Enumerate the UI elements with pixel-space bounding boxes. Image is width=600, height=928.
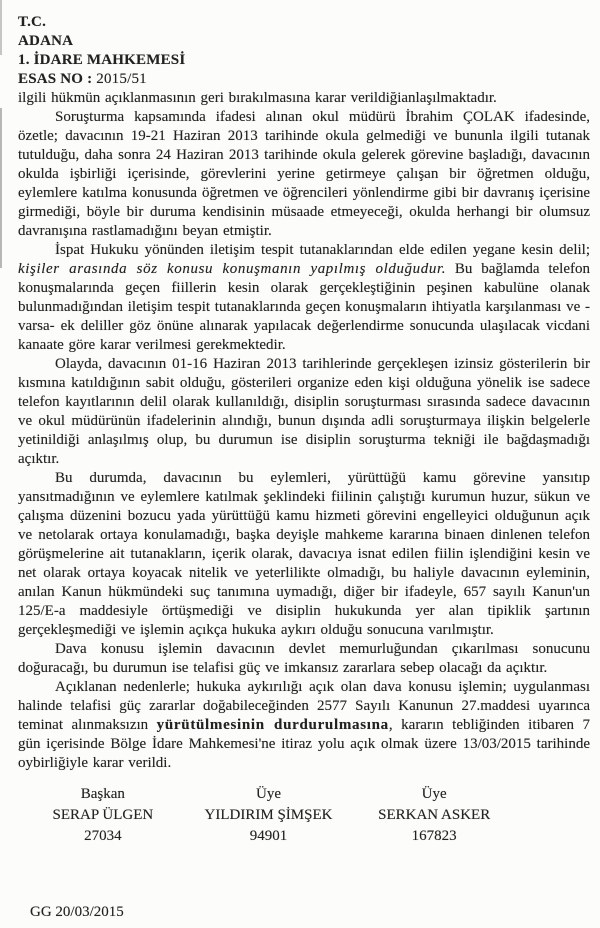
- case-number-label: ESAS NO :: [18, 71, 93, 87]
- header-line-republic: T.C.: [18, 14, 47, 30]
- text-run-normal: ilgili hükmün açıklanmasının geri bırakılmasına karar verildiğianlaşılmaktadır.: [18, 90, 497, 106]
- paragraph: [18, 469, 590, 640]
- text-run-normal: Açıklanan nedenlerle; hukuka aykırılığı açık olan dava konusu işlemin; uygulanması halinde telafisi güç zararlar doğabileceğinden 2577 Sayılı Kanunun 27.maddesi uyarınca teminat alınmaksızın: [18, 679, 590, 733]
- signature-name: SERKAN ASKER: [378, 807, 491, 823]
- court-header: [18, 13, 590, 89]
- clerk-date-note: GG 20/03/2015: [30, 904, 124, 920]
- paragraph: [18, 89, 590, 108]
- paragraph: [18, 640, 590, 678]
- scan-edge-artifact: [0, 108, 2, 268]
- text-run-bold: yürütülmesinin durdurulmasına: [156, 717, 389, 733]
- paragraph: [18, 241, 590, 355]
- signature-role: Üye: [256, 786, 281, 802]
- signature-role: Üye: [421, 786, 447, 802]
- signature-block: [20, 784, 517, 847]
- header-line-city: ADANA: [18, 33, 74, 49]
- text-run-normal: Soruşturma kapsamında ifadesi alınan okul müdürü İbrahim ÇOLAK ifadesinde, özetle; davacının 19-21 Haziran 2013 tarihinde okula gelmediği ve bununla ilgili tutanak tutulduğu, daha sonra 24 Haziran 2013 tarihinde okula gelerek görevine başladığı, davacının okulda işbirliği içerisinde, görevlerini yerine getirmeye çalışan bir öğretmen olduğu, eylemlere katılma konusunda öğretmen ve öğrencileri yönlendirme gibi bir davranış içerisine girmediği, böyle bir duruma kendisinin müsaade etmeyeceği, okulda herhangi bir olumsuz davranışına rastlamadığını beyan etmiştir.: [18, 109, 590, 239]
- paragraph: [18, 108, 590, 241]
- signature-role: Başkan: [80, 786, 125, 802]
- text-run-normal: , kararın tebliğinden itibaren 7 gün içerisinde Bölge İdare Mahkemesi'ne itiraz yolu açık olmak üzere 13/03/2015 tarihinde oybirliğiyle karar verildi.: [18, 717, 590, 771]
- case-number-value: 2015/51: [96, 71, 147, 87]
- case-number-line: [18, 70, 590, 89]
- text-run-normal: Bu bağlamda telefon konuşmalarında geçen fiillerin kesin olarak gerçekleştiğinin peşinen kabulüne olanak bulunmadığından iletişim tespit tutanaklarında geçen konuşmaların ihtiyatla karşılanması ve -varsa- ek deliller göz önüne alınarak yapılacak değerlendirme sonucunda ulaşılacak vicdani kanaate göre karar verilmesi gerekmektedir.: [18, 261, 590, 353]
- text-run-normal: Dava konusu işlemin davacının devlet memurluğundan çıkarılması sonucunu doğuracağı, bu durumun ise telafisi güç ve imkansız zararlara sebep olacağı da açıktır.: [18, 641, 590, 676]
- signature-name: YILDIRIM ŞİMŞEK: [204, 807, 333, 823]
- signature-name: SERAP ÜLGEN: [52, 807, 154, 823]
- text-run-normal: Olayda, davacının 01-16 Haziran 2013 tarihlerinde gerçekleşen izinsiz gösterilerin bir kısmına katıldığının sabit olduğu, gösterileri organize eden kişi olduğuna yönelik ise sadece telefon kayıtlarının delil olarak kullanıldığı, disiplin soruşturması sırasında sadece davacının ve okul müdürünün ifadelerinin alındığı, bunun dışında adli soruşturmaya ilişkin belgelerle yetinildiği anlaşılmış olup, bu durumun ise disiplin soruşturma tekniği ile bağdaşmadığı açıktır.: [18, 356, 590, 467]
- signature-registry-no: 27034: [84, 828, 122, 844]
- signature-registry-no: 167823: [411, 828, 457, 844]
- scan-edge-artifact: [0, 0, 2, 55]
- header-line-court: 1. İDARE MAHKEMESİ: [18, 52, 186, 68]
- paragraph: [18, 355, 590, 469]
- text-run-normal: İspat Hukuku yönünden iletişim tespit tutanaklarından elde edilen yegane kesin delil;: [55, 242, 590, 258]
- text-run-italic: kişiler arasında söz konusu konuşmanın yapılmış olduğudur.: [18, 261, 447, 277]
- text-run-normal: Bu durumda, davacının bu eylemleri, yürüttüğü kamu görevine yansıtıp yansıtmadığının ve eylemlere katılmak şeklindeki fiilinin çalıştığı kurumun huzur, sükun ve çalışma düzenini bozucu yada yürüttüğü kamu hizmeti görevini engelleyici olduğunun açık ve netolarak ortaya konulamadığı, başka deyişle mahkeme kararına binaen dinlenen telefon görüşmelerine ait tutanakların, içerik olarak, davacıya isnat edilen fiilin işlendiğini kesin ve net olarak ortaya koyacak nitelik ve yeterlilikte olmadığı, bu haliyle davacının eyleminin, anılan Kanun hükmündeki suç tanımına uymadığı, diğer bir ifadeyle, 657 sayılı Kanun'un 125/E-a maddesiyle örtüşmediği ve disiplin hukukunda yer alan tipiklik şartının gerçekleşmediği ve işlemin açıkça hukuka aykırı olduğu sonucuna varılmıştır.: [18, 470, 590, 638]
- decision-body: [18, 89, 590, 773]
- paragraph: [18, 678, 590, 773]
- signature-registry-no: 94901: [249, 828, 288, 844]
- signature-member-2: [351, 784, 517, 847]
- signature-member-1: [186, 784, 352, 847]
- signature-president: [20, 784, 186, 847]
